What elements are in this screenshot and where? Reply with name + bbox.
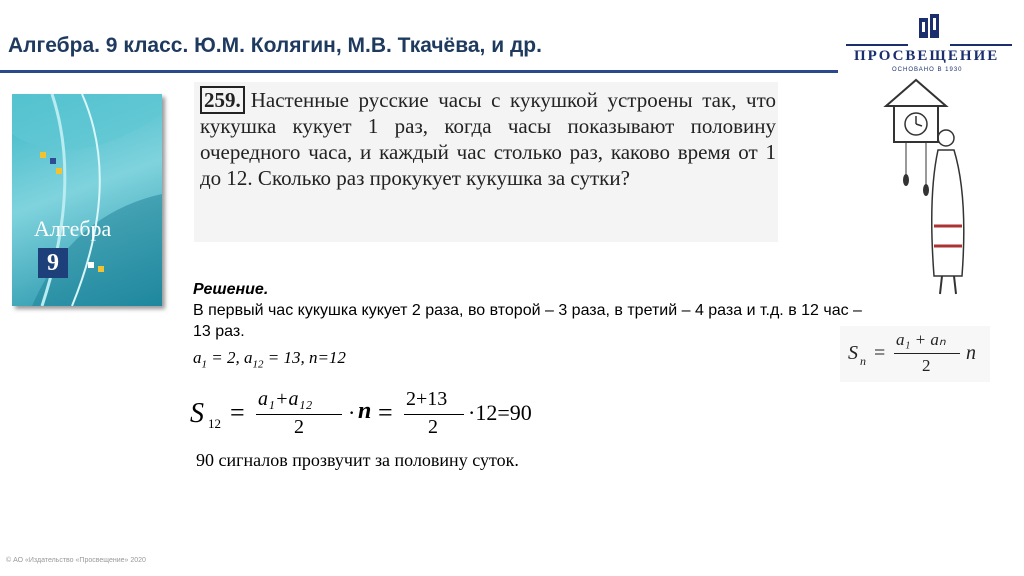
- formula-fraction-bar: [894, 353, 960, 354]
- formula-lhs-sub: n: [860, 354, 866, 368]
- formula-denominator: 2: [922, 356, 931, 375]
- problem-statement: [194, 82, 778, 242]
- solution-conclusion: 90 сигналов прозвучит за половину суток.: [196, 450, 519, 470]
- calc-numerator-2: 2+13: [406, 388, 448, 410]
- logo-subtitle: ОСНОВАНО В 1930: [892, 67, 963, 73]
- copyright: © АО «Издательство «Просвещение» 2020: [6, 557, 146, 564]
- textbook-cover: [12, 94, 162, 306]
- logo-line-right: [950, 44, 1012, 46]
- formula-factor: n: [966, 342, 976, 364]
- a1-label: a: [193, 348, 202, 367]
- calc-equals-1: =: [230, 398, 245, 427]
- problem-body: Настенные русские часы с кукушкой устроены так, что кукушка кукует 1 раз, когда часы показывают половину очередного часа, и каждый час столько раз, каково время от 1 до 12. Сколько раз прокукует кукушка за сутки?: [200, 88, 776, 190]
- logo-line-left: [846, 44, 908, 46]
- a1-value: = 2,: [207, 348, 244, 367]
- problem-text: [200, 87, 776, 191]
- cuckoo-clock-illustration: [876, 76, 972, 298]
- solution-heading: Решение.: [193, 281, 269, 298]
- cover-art: [12, 94, 162, 306]
- calc-lhs: S: [190, 398, 204, 429]
- solution-block: [193, 279, 883, 342]
- calc-fraction-bar-1: [256, 414, 342, 415]
- publisher-emblem-icon: [918, 14, 940, 40]
- given-values: [193, 348, 346, 370]
- calc-n: n: [358, 398, 372, 424]
- cover-grade: 9: [38, 248, 68, 278]
- calc-dot: ·: [348, 400, 356, 425]
- formula-numerator: a₁ + aₙ: [896, 330, 946, 349]
- cover-title: Алгебра: [34, 216, 112, 241]
- page-title: Алгебра. 9 класс. Ю.М. Колягин, М.В. Ткачёва, и др.: [8, 34, 542, 57]
- sum-calculation: [190, 388, 610, 440]
- a12-value: = 13, n=12: [263, 348, 346, 367]
- sum-formula-reference: [840, 326, 990, 382]
- calc-fraction-bar-2: [404, 414, 464, 415]
- problem-number: 259.: [200, 86, 245, 114]
- calc-denominator-2: 2: [428, 416, 438, 438]
- calc-numerator: a₁+a₁₂: [258, 388, 313, 410]
- calc-lhs-sub: 12: [208, 416, 221, 431]
- a12-sub: 12: [252, 358, 264, 371]
- a1-sub: 1: [201, 358, 207, 371]
- formula-equals: =: [874, 342, 886, 364]
- publisher-logo: [846, 14, 1012, 76]
- calc-result: ·12=90: [468, 400, 532, 425]
- a12-label: a: [243, 348, 253, 367]
- logo-name: ПРОСВЕЩЕНИЕ: [854, 48, 1000, 64]
- formula-lhs: S: [848, 342, 858, 364]
- header-divider: [0, 70, 838, 73]
- calc-equals-2: =: [378, 398, 393, 427]
- calc-denominator: 2: [294, 416, 304, 438]
- solution-text: В первый час кукушка кукует 2 раза, во второй – 3 раза, в третий – 4 раза и т.д. в 12 час – 13 раз.: [193, 302, 862, 340]
